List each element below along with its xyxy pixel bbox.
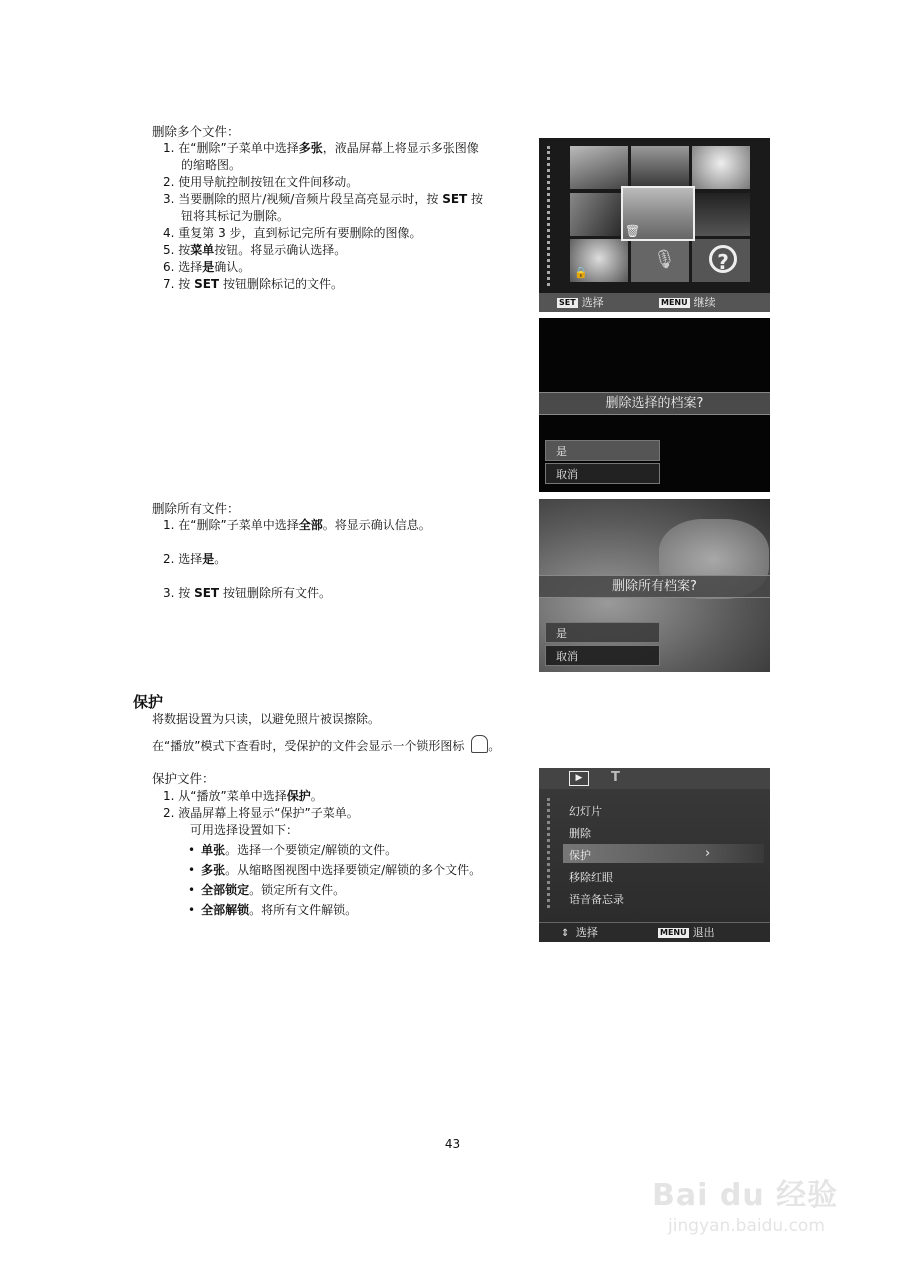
thumbnail-screen — [539, 138, 770, 312]
yes-option[interactable]: 是 — [545, 440, 660, 461]
thumbnail-photo[interactable] — [631, 146, 689, 189]
lock-icon — [471, 735, 488, 753]
bullet-icon: • — [188, 863, 196, 877]
menu-item[interactable]: 移除红眼 — [569, 871, 613, 884]
select-label: 选择 — [581, 296, 604, 309]
highlighted-thumbnail[interactable] — [621, 186, 695, 241]
protect-option-bullet: • 全部锁定。锁定所有文件。 — [188, 883, 346, 897]
microphone-icon: 🎙 — [653, 249, 676, 270]
delete-multi-title: 删除多个文件： — [152, 124, 240, 139]
screen4-bottom-bar — [539, 922, 770, 942]
protect-intro-2: 在“播放”模式下查看时，受保护的文件会显示一个锁形图标 。 — [152, 735, 500, 755]
menu-tag: MENU — [661, 298, 688, 307]
delete-multi-step: 6. 选择是确认。 — [163, 260, 251, 274]
watermark-logo: Bai du 经验 — [652, 1178, 839, 1213]
menu-highlight — [563, 844, 764, 863]
dialog-title: 删除所有档案? — [539, 575, 770, 598]
exit-label: 退出 — [692, 926, 715, 939]
delete-multi-step: 钮将其标记为删除。 — [181, 209, 290, 223]
protect-step-1: 1. 从“播放”菜单中选择保护。 — [163, 789, 323, 803]
bullet-icon: • — [188, 883, 196, 897]
updown-arrow-icon: ⇕ — [561, 928, 570, 939]
menu-item[interactable]: 保护 — [569, 849, 591, 862]
watermark-url: jingyan.baidu.com — [668, 1216, 825, 1236]
protect-option-bullet: • 单张。选择一个要锁定/解锁的文件。 — [188, 843, 398, 857]
protect-step-2: 2. 液晶屏幕上将显示“保护”子菜单。 — [163, 806, 359, 820]
lock-icon: 🔒 — [574, 266, 588, 279]
delete-selected-screen — [539, 318, 770, 492]
delete-all-title: 删除所有文件： — [152, 501, 240, 516]
trash-icon: 🗑 — [625, 224, 641, 238]
playback-menu-screen — [539, 768, 770, 942]
cancel-option[interactable]: 取消 — [545, 463, 660, 484]
thumbnail-photo[interactable] — [692, 193, 750, 236]
menu-tag: MENU — [660, 928, 687, 937]
thumbnail-unknown[interactable] — [692, 239, 750, 282]
thumbnail-photo[interactable] — [570, 146, 628, 189]
delete-multi-step: 的缩略图。 — [181, 158, 242, 172]
delete-multi-steps — [163, 140, 483, 293]
delete-all-screen — [539, 499, 770, 672]
bullet-icon: • — [188, 903, 196, 917]
dialog-title: 删除选择的档案? — [539, 392, 770, 415]
delete-multi-step: 4. 重复第 3 步，直到标记完所有要删除的图像。 — [163, 226, 422, 240]
play-tab-icon[interactable]: ▶ — [569, 771, 589, 786]
page-number: 43 — [444, 1137, 461, 1151]
thumbnail-photo[interactable] — [692, 146, 750, 189]
question-icon: ? — [709, 245, 737, 273]
protect-option-bullet: • 全部解锁。将所有文件解锁。 — [188, 903, 358, 917]
protect-option-bullet: • 多张。从缩略图视图中选择要锁定/解锁的多个文件。 — [188, 863, 482, 877]
chevron-right-icon: › — [705, 846, 711, 861]
protect-heading: 保护 — [133, 693, 164, 711]
set-tag: SET — [559, 298, 576, 307]
menu-item[interactable]: 幻灯片 — [569, 805, 602, 818]
protect-file-title: 保护文件： — [152, 771, 215, 786]
delete-multi-step: 7. 按 SET 按钮删除标记的文件。 — [163, 277, 343, 291]
select-label: 选择 — [575, 926, 598, 939]
menu-item[interactable]: 删除 — [569, 827, 591, 840]
cancel-option[interactable]: 取消 — [545, 645, 660, 666]
protect-step-note: 可用选择设置如下： — [190, 823, 299, 837]
thumbnail-audio[interactable] — [631, 239, 689, 282]
delete-all-step-2: 2. 选择是。 — [163, 552, 227, 566]
continue-label: 继续 — [693, 296, 716, 309]
bullet-icon: • — [188, 843, 196, 857]
setup-tab-icon[interactable]: T — [611, 770, 620, 785]
menu-tab-bar — [539, 768, 770, 789]
delete-multi-step: 1. 在“删除”子菜单中选择多张，液晶屏幕上将显示多张图像 — [163, 141, 479, 155]
delete-multi-step: 5. 按菜单按钮。将显示确认选择。 — [163, 243, 347, 257]
protect-bullets — [188, 842, 481, 922]
protect-intro-1: 将数据设置为只读，以避免照片被误擦除。 — [152, 712, 381, 726]
yes-option[interactable]: 是 — [545, 622, 660, 643]
thumbnail-photo[interactable] — [570, 193, 628, 236]
menu-item[interactable]: 语音备忘录 — [569, 893, 624, 906]
delete-all-step-1: 1. 在“删除”子菜单中选择全部。将显示确认信息。 — [163, 518, 431, 532]
delete-multi-step: 2. 使用导航控制按钮在文件间移动。 — [163, 175, 359, 189]
delete-all-step-3: 3. 按 SET 按钮删除所有文件。 — [163, 586, 331, 600]
screen1-bottom-bar — [539, 293, 770, 312]
delete-multi-step: 3. 当要删除的照片/视频/音频片段呈高亮显示时，按 SET 按 — [163, 192, 484, 206]
